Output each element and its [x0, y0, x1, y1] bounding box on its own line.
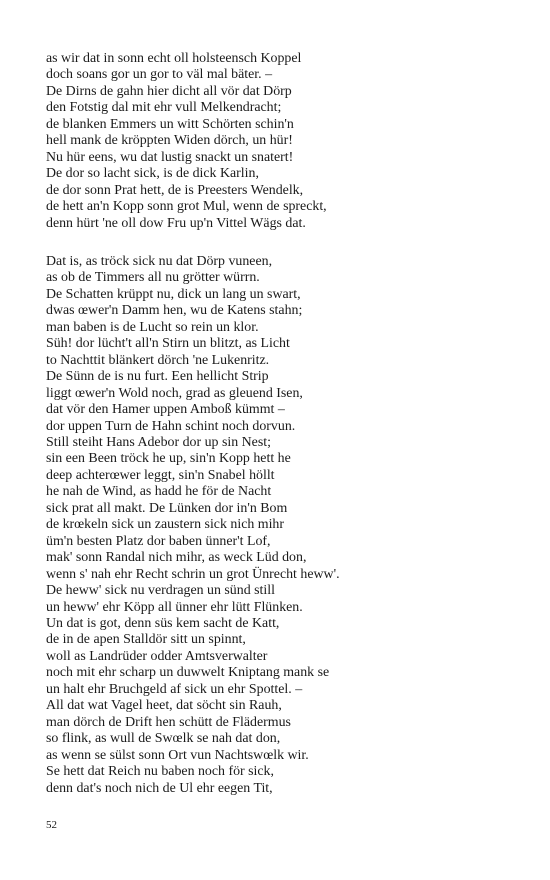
poem-line: De dor so lacht sick, is de dick Karlin,	[46, 166, 259, 182]
poem-line: mak' sonn Randal nich mihr, as weck Lüd don,	[46, 550, 307, 566]
poem-line: Un dat is got, denn süs kem sacht de Katt,	[46, 615, 280, 631]
poem-line: De Dirns de gahn hier dicht all vör dat Dörp	[46, 83, 292, 99]
poem-line: denn hürt 'ne oll dow Fru up'n Vittel Wägs dat.	[46, 215, 306, 231]
poem-line: man dörch de Drift hen schütt de Flädermus	[46, 714, 291, 730]
poem-line: as wir dat in sonn echt oll holsteensch Koppel	[46, 51, 302, 66]
poem-line: dor uppen Turn de Hahn schint noch dorvun.	[46, 418, 296, 434]
poem-line: de dor sonn Prat hett, de is Preesters Wendelk,	[46, 182, 304, 198]
poem-line: de in de apen Stalldör sitt un spinnt,	[46, 632, 246, 648]
stanza-1	[46, 51, 516, 232]
poem-line: dat vör den Hamer uppen Amboß kümmt –	[46, 402, 285, 418]
poem-line: he nah de Wind, as hadd he för de Nacht	[46, 484, 272, 500]
poem-line: woll as Landrüder odder Amtsverwalter	[46, 648, 268, 664]
poem-line: hell mank de kröppten Widen dörch, un hür!	[46, 133, 293, 149]
poem-line: All dat wat Vagel heet, dat söcht sin Rauh,	[46, 698, 282, 714]
poem-line: liggt œwer'n Wold noch, grad as gleuend Isen,	[46, 385, 303, 401]
poem-line: de krœkeln sick un zaustern sick nich mihr	[46, 517, 285, 533]
poem-line: wenn s' nah ehr Recht schrin un grot Ünrecht heww'.	[46, 566, 340, 582]
poem-line: Se hett dat Reich nu baben noch för sick,	[46, 764, 274, 780]
poem-line: as wenn se sülst sonn Ort vun Nachtswœlk wir.	[46, 747, 309, 763]
poem-line: de hett an'n Kopp sonn grot Mul, wenn de spreckt,	[46, 199, 327, 215]
poem-line: dwas œwer'n Damm hen, wu de Katens stahn;	[46, 303, 303, 319]
poem-line: un halt ehr Bruchgeld af sick un ehr Spottel. –	[46, 681, 303, 697]
poem-line: den Fotstig dal mit ehr vull Melkendracht;	[46, 100, 282, 116]
poem-line: Nu hür eens, wu dat lustig snackt un snatert!	[46, 149, 294, 165]
poem-line: Süh! dor lücht't all'n Stirn un blitzt, as Licht	[46, 336, 290, 352]
poem-line: Still steiht Hans Adebor dor up sin Nest;	[46, 434, 271, 450]
poem-line: doch soans gor un gor to väl mal bäter. –	[46, 67, 273, 83]
stanza-2	[46, 254, 516, 797]
poem-line: sin een Been tröck he up, sin'n Kopp hett he	[46, 451, 291, 467]
poem-line: deep achterœwer leggt, sin'n Snabel höllt	[46, 467, 275, 483]
poem-line: De Schatten krüppt nu, dick un lang un swart,	[46, 286, 301, 302]
poem-line: as ob de Timmers all nu grötter würrn.	[46, 270, 260, 286]
page-number: 52	[46, 819, 57, 831]
poem-line: so flink, as wull de Swœlk se nah dat don,	[46, 731, 281, 747]
poem-line: man baben is de Lucht so rein un klor.	[46, 319, 259, 335]
poem-line: üm'n besten Platz dor baben ünner't Lof,	[46, 533, 271, 549]
poem-line: un heww' ehr Köpp all ünner ehr lütt Flünken.	[46, 599, 303, 615]
poem-line: to Nachttit blänkert dörch 'ne Lukenritz.	[46, 352, 270, 368]
poem-line: Dat is, as tröck sick nu dat Dörp vuneen,	[46, 254, 273, 269]
poem-line: sick prat all makt. De Lünken dor in'n Bom	[46, 500, 288, 516]
poem-line: denn dat's noch nich de Ul ehr eegen Tit,	[46, 780, 273, 796]
poem-line: de blanken Emmers un witt Schörten schin'n	[46, 116, 294, 132]
poem-line: De Sünn de is nu furt. Een hellicht Strip	[46, 369, 269, 385]
poem-line: noch mit ehr scharp un duwwelt Kniptang mank se	[46, 665, 330, 681]
poem-line: De heww' sick nu verdragen un sünd still	[46, 583, 275, 599]
